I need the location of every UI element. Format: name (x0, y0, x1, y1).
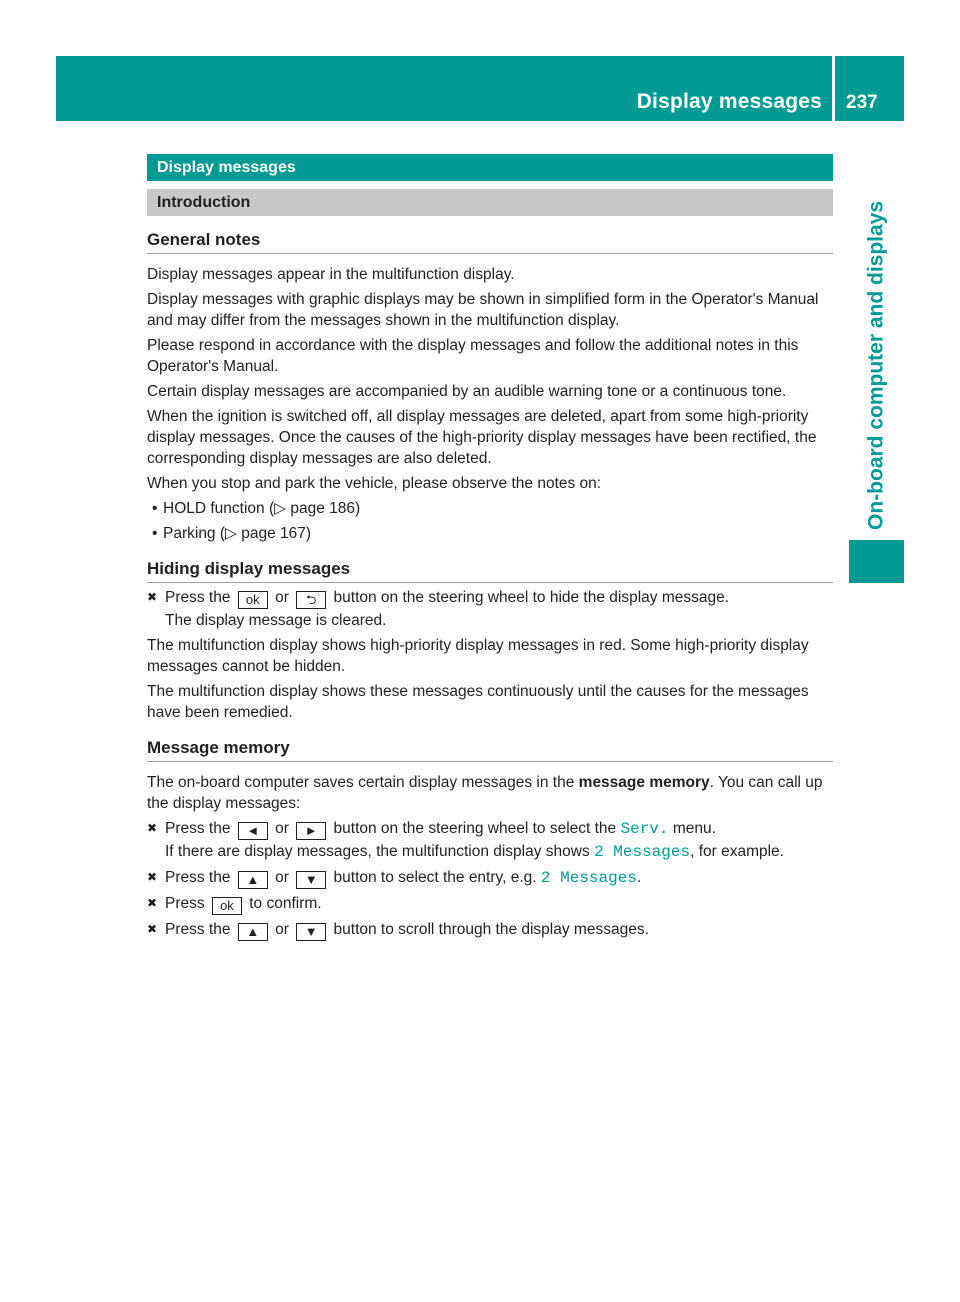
back-button-icon: ⮌ (296, 591, 326, 609)
page-number: 237 (846, 92, 878, 113)
down-button-icon: ▼ (296, 871, 326, 889)
step-text: button on the steering wheel to select the (333, 820, 617, 837)
instruction-step (147, 818, 833, 840)
page-ref-arrow-icon: ▷ (225, 525, 237, 542)
paragraph: Display messages appear in the multifunction display. (147, 266, 515, 283)
step-text: If there are display messages, the multifunction display shows (165, 843, 590, 860)
ok-button-icon: ok (212, 897, 242, 915)
step-text: or (275, 869, 289, 886)
header-page-box (835, 56, 904, 121)
step-text: button to scroll through the display messages. (333, 921, 649, 938)
step-arrow-icon: ✖ (147, 821, 158, 835)
down-button-icon: ▼ (296, 923, 326, 941)
page-reference-link[interactable]: page 167) (241, 525, 312, 542)
step-text: or (275, 820, 289, 837)
step-arrow-icon: ✖ (147, 896, 158, 910)
paragraph: When the ignition is switched off, all display messages are deleted, apart from some high-priority display messages. Once the causes of the high-priority display messages have been rectified, the corresponding display messages are also deleted. (147, 408, 817, 467)
ok-button-icon: ok (238, 591, 268, 609)
step-text: menu. (672, 820, 716, 837)
page-ref-arrow-icon: ▷ (274, 500, 287, 517)
step-text: button on the steering wheel to hide the display message. (333, 589, 730, 606)
step-arrow-icon: ✖ (147, 870, 158, 884)
list-item-text: Parking ( (163, 525, 226, 542)
right-button-icon: ► (296, 822, 326, 840)
page-content (147, 154, 833, 941)
step-result: The display message is cleared. (165, 612, 387, 629)
intro-bold-term: message memory (578, 774, 710, 791)
paragraph: When you stop and park the vehicle, please observe the notes on: (147, 475, 602, 492)
step-arrow-icon: ✖ (147, 922, 158, 936)
instruction-step (147, 867, 833, 889)
heading-message-memory: Message memory (147, 737, 833, 762)
step-text: Press the (165, 921, 231, 938)
display-text: 2 Messages (540, 869, 637, 887)
step-text: Press the (165, 869, 231, 886)
instruction-step (147, 587, 833, 609)
paragraph: The multifunction display shows these messages continuously until the causes for the messages have been remedied. (147, 683, 809, 721)
header-title: Display messages (636, 90, 822, 113)
side-tab-marker (849, 540, 904, 583)
heading-hiding-messages: Hiding display messages (147, 558, 833, 583)
step-result (147, 841, 833, 863)
step-text: button to select the entry, e.g. (333, 869, 537, 886)
section-title: Display messages (147, 154, 833, 181)
list-item (147, 523, 833, 544)
intro-text: . You can call up the display messages: (147, 774, 823, 812)
step-text: Press (165, 895, 205, 912)
page-reference-link[interactable]: page 186) (290, 500, 361, 517)
paragraph: Display messages with graphic displays may be shown in simplified form in the Operator's Manual and may differ from the messages shown in the multifunction display. (147, 291, 819, 329)
paragraph (147, 772, 833, 814)
up-button-icon: ▲ (238, 923, 268, 941)
left-button-icon: ◄ (238, 822, 268, 840)
paragraph: The multifunction display shows high-priority display messages in red. Some high-priority display messages cannot be hidden. (147, 637, 809, 675)
step-text: Press the (165, 589, 231, 606)
up-button-icon: ▲ (238, 871, 268, 889)
step-text: . (636, 869, 642, 886)
side-tab-label: On-board computer and displays (864, 200, 888, 530)
step-text: , for example. (690, 843, 784, 860)
step-text: or (275, 589, 289, 606)
paragraph: Please respond in accordance with the display messages and follow the additional notes in this Operator's Manual. (147, 337, 799, 375)
list-item (147, 498, 833, 519)
heading-general-notes: General notes (147, 229, 833, 254)
step-arrow-icon: ✖ (147, 590, 158, 604)
display-text: 2 Messages (594, 843, 691, 861)
list-item-text: HOLD function ( (163, 500, 275, 517)
subsection-title: Introduction (147, 189, 833, 216)
paragraph: Certain display messages are accompanied by an audible warning tone or a continuous tone. (147, 383, 787, 400)
intro-text: The on-board computer saves certain display messages in the (147, 774, 575, 791)
instruction-step (147, 919, 833, 941)
step-text: Press the (165, 820, 231, 837)
step-text: or (275, 921, 289, 938)
instruction-step (147, 893, 833, 915)
step-text: to confirm. (249, 895, 322, 912)
header-bar (56, 56, 832, 121)
display-text: Serv. (620, 820, 669, 838)
